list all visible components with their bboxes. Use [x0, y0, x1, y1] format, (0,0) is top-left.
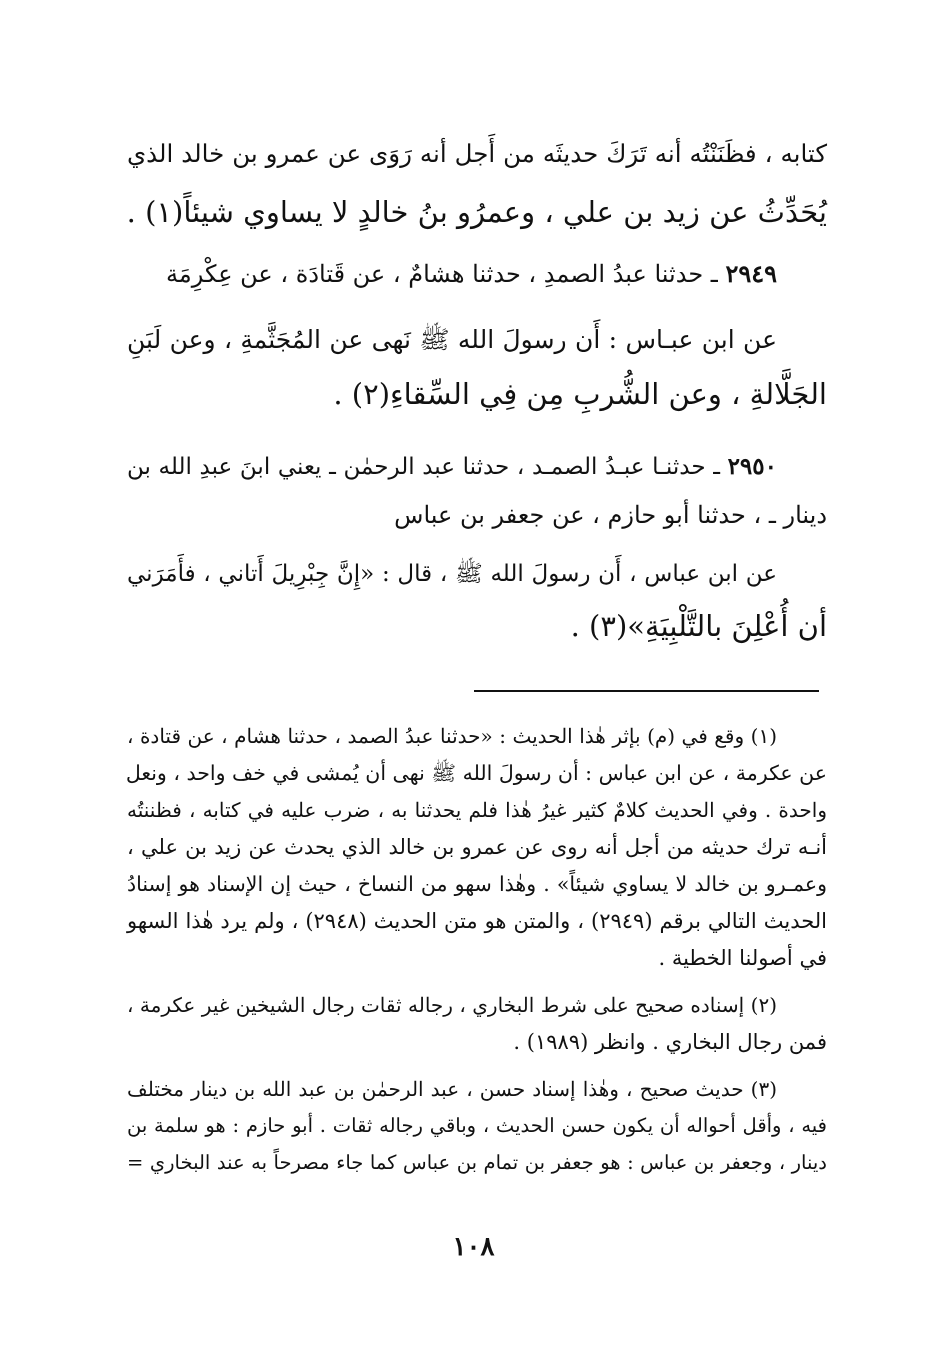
footnote-line: فمن رجال البخاري . وانظر (١٩٨٩) . — [513, 1030, 827, 1054]
footnote-line: عن عكرمة ، عن ابن عباس : أن رسولَ الله ﷺ نهى أن يُمشى في خف واحد ، ونعل — [125, 761, 827, 785]
footnote-line: دينار ، وجعفر بن عباس : هو جعفر بن تمام بن عباس كما جاء مصرحاً به عند البخاري = — [127, 1151, 827, 1174]
hadith-number: ٢٩٤٩ — [725, 259, 777, 288]
hadith-heading-2950 — [127, 448, 827, 486]
footnote-line: في أصولنا الخطية . — [658, 946, 827, 970]
footnote-line: (١) وقع في (م) بإثر هٰذا الحديث : «حدثنا عبدُ الصمد ، حدثنا هشام ، عن قتادة ، — [127, 724, 777, 748]
main-text-line: يُحَدِّثُ عن زيد بن علي ، وعمرُو بنُ خالدٍ لا يساوي شيئاً(١) . — [126, 195, 827, 229]
page-number: ١٠٨ — [452, 1232, 495, 1262]
main-text-line: كتابه ، فظَنَنْتُه أنه تَرَكَ حديثَه من أَجل أنه رَوَى عن عمرو بن خالد الذي — [127, 139, 827, 168]
main-text-line: أن أُعْلِنَ بالتَّلْبِيَةِ»(٣) . — [570, 609, 827, 643]
hadith-heading-2949 — [127, 255, 827, 293]
footnote-line: (٣) حديث صحيح ، وهٰذا إسناد حسن ، عبد الرحمٰن بن عبد الله بن دينار مختلف — [127, 1077, 777, 1101]
hadith-isnad-continuation: دينار ـ ، حدثنا أبو حازم ، عن جعفر بن عباس — [394, 501, 827, 529]
footnote-line: الحديث التالي برقم (٢٩٤٩) ، والمتن هو متن الحديث (٢٩٤٨) ، ولم يرد هٰذا السهو — [127, 909, 828, 933]
main-text-line: الجَلَّالةِ ، وعن الشُّربِ مِن فِي السِّقاءِ(٢) . — [333, 377, 827, 411]
hadith-isnad: ـ حدثنا عبدُ الصمدِ ، حدثنا هشامٌ ، عن قَتادَة ، عن عِكْرِمَة — [165, 260, 726, 288]
footnote-line: (٢) إسناده صحيح على شرط البخاري ، رجاله ثقات رجال الشيخين غير عكرمة ، — [127, 993, 777, 1017]
footnote-separator — [474, 690, 819, 692]
footnote-line: واحدة . وفي الحديث كلامٌ كثير غيرُ هٰذا فلم يحدثنا به ، ضرب عليه في كتابه ، فظننتُه — [127, 798, 827, 822]
hadith-isnad: ـ حدثنـا عبـدُ الصمـد ، حدثنا عبد الرحمٰن ـ يعني ابنَ عبدِ الله بن — [127, 454, 728, 480]
footnote-line: وعمـرو بن خالد لا يساوي شيئاً» . وهٰذا سهو من النساخ ، حيث إن الإسناد هو إسنادُ — [127, 872, 827, 896]
footnote-line: فيه ، وأقل أحواله أن يكون حسن الحديث ، وباقي رجاله ثقات . أبو حازم : هو سلمة بن — [127, 1114, 827, 1137]
footnote-line: أنـه ترك حديثه من أجل أنه روى عن عمرو بن خالد الذي يحدث عن زيد بن علي ، — [127, 835, 827, 859]
main-text-line: عن ابن عباس ، أَن رسولَ الله ﷺ ، قال : «إِنَّ جِبْرِيلَ أَتاني ، فأَمَرَني — [127, 561, 777, 587]
main-text-line: عن ابن عبـاس : أَن رسولَ الله ﷺ نَهى عن المُجَثَّمةِ ، وعن لَبَنِ — [127, 325, 777, 354]
hadith-number: ٢٩٥٠ — [727, 453, 777, 480]
